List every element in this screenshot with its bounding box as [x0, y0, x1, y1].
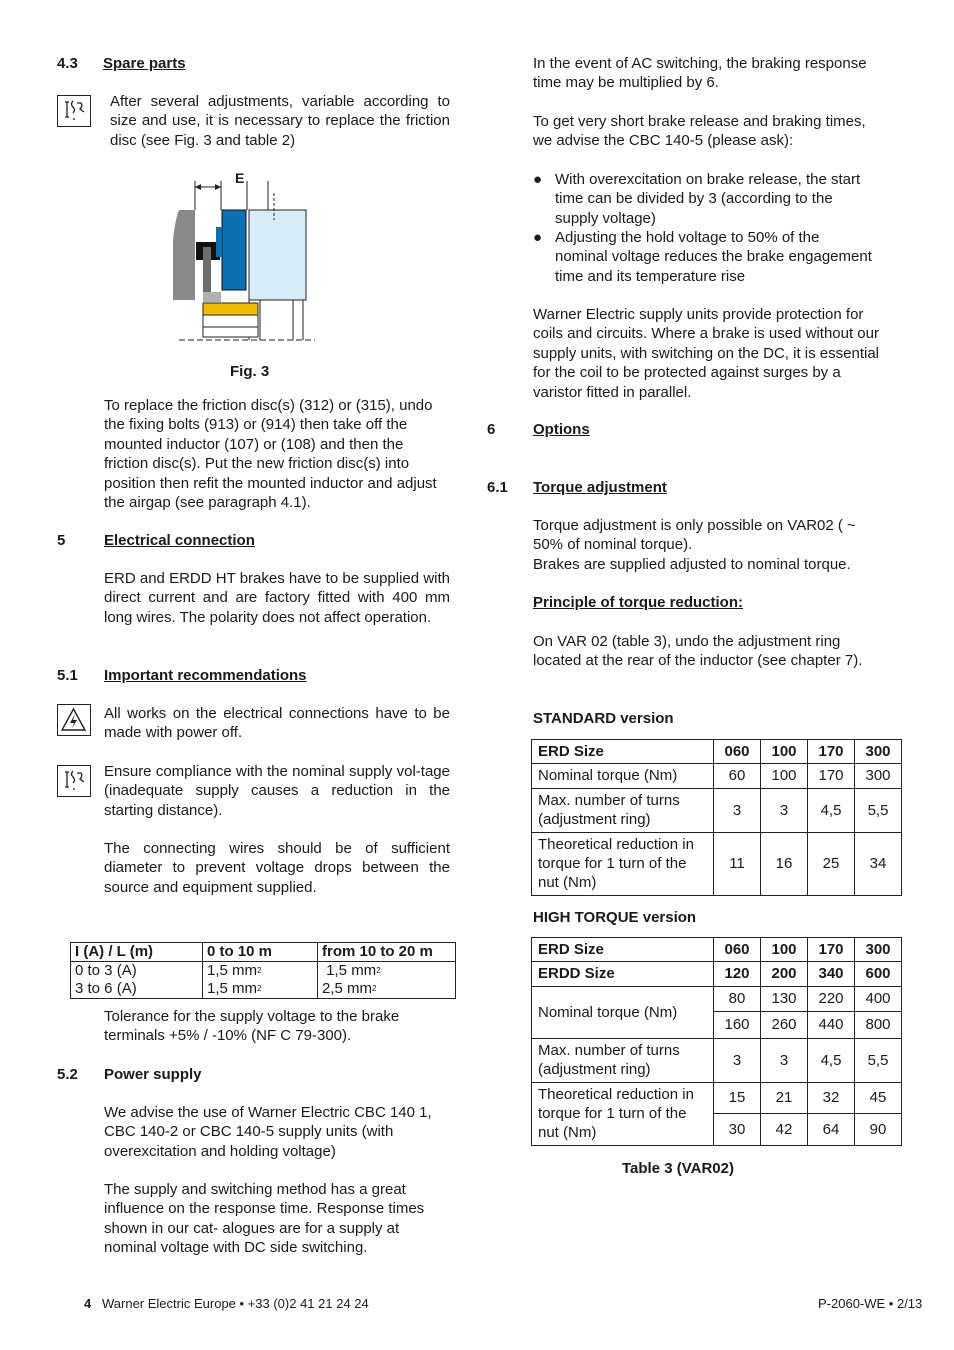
table-header-cell: 200: [761, 962, 808, 986]
table-caption: Table 3 (VAR02): [622, 1160, 734, 1177]
table-row: [532, 962, 902, 986]
table-row: [532, 1038, 902, 1082]
connecting-wires-text: The connecting wires should be of sufficient diameter to prevent voltage drops between the source and equipment supplied.: [104, 840, 450, 896]
table-cell: 90: [855, 1114, 902, 1146]
table-cell: 45: [855, 1082, 902, 1114]
table-row: [532, 764, 902, 788]
section-number-5-1: 5.1: [57, 667, 78, 684]
table-cell: 220: [808, 986, 855, 1011]
power-supply-text-2: The supply and switching method has a great influence on the response time. Response times shown in our cat- alogues are for a supply at nominal voltage with DC side switching.: [104, 1181, 425, 1257]
table-cell: 260: [761, 1011, 808, 1038]
power-off-warning-text: All works on the electrical connections have to be made with power off.: [104, 705, 450, 742]
principle-title: Principle of torque reduction:: [533, 594, 744, 611]
table-cell: 34: [855, 832, 902, 895]
table-header-cell: from 10 to 20 m: [318, 943, 456, 962]
figure-label-e: E: [235, 170, 245, 186]
torque-adjustment-text-2: Brakes are supplied adjusted to nominal torque.: [533, 556, 851, 573]
cbc-advice-text: To get very short brake release and braking times, we advise the CBC 140-5 (please ask):: [533, 113, 866, 150]
table-header-cell: 600: [855, 962, 902, 986]
table-cell: 1,5 mm2: [203, 980, 318, 999]
table-cell: 0 to 3 (A): [71, 962, 203, 981]
note-icon: [57, 95, 91, 127]
table-cell: Theoretical reduction in torque for 1 turn of the nut (Nm): [532, 1082, 714, 1145]
replace-disc-text: To replace the friction disc(s) (312) or (315), undo the fixing bolts (913) or (914) then take off the mounted inductor (107) or (108) and then the friction disc(s). Put the new friction disc(s) into position then refit the mounted inductor and adjust the airgap (see paragraph 4.1).: [104, 397, 437, 512]
table-cell: Nominal torque (Nm): [532, 764, 714, 788]
table-cell: Max. number of turns (adjustment ring): [532, 788, 714, 832]
section-number-6-1: 6.1: [487, 479, 508, 496]
table-row: [532, 986, 902, 1011]
high-torque-version-title: HIGH TORQUE version: [533, 909, 697, 926]
table-header-cell: 340: [808, 962, 855, 986]
table-row: [532, 788, 902, 832]
table-cell: 440: [808, 1011, 855, 1038]
table-cell: 3: [761, 788, 808, 832]
table-cell: 80: [714, 986, 761, 1011]
table-cell: 15: [714, 1082, 761, 1114]
table-header-cell: 170: [808, 740, 855, 764]
high-torque-version-table: [531, 937, 902, 1146]
table-row: [532, 740, 902, 764]
supply-voltage-note-text: Ensure compliance with the nominal supply vol-tage (inadequate supply causes a reduction in the starting distance).: [104, 763, 450, 819]
table-cell: 100: [761, 764, 808, 788]
table-cell: 4,5: [808, 1038, 855, 1082]
section-title-power-supply: Power supply: [104, 1066, 202, 1083]
table-cell: 800: [855, 1011, 902, 1038]
table-cell: Nominal torque (Nm): [532, 986, 714, 1038]
electric-warning-icon: [57, 704, 91, 736]
table-cell: 1,5 mm2: [318, 962, 456, 981]
table-cell: 1,5 mm2: [203, 962, 318, 981]
table-cell: 21: [761, 1082, 808, 1114]
section-title-electrical-connection: Electrical connection: [104, 532, 255, 549]
section-number-5: 5: [57, 532, 66, 549]
table-cell: 130: [761, 986, 808, 1011]
table-header-cell: 300: [855, 740, 902, 764]
table-cell: 160: [714, 1011, 761, 1038]
table-header-cell: ERDD Size: [532, 962, 714, 986]
section-title-torque-adjustment: Torque adjustment: [533, 479, 667, 496]
standard-version-title: STANDARD version: [533, 710, 674, 727]
figure-3-diagram: [165, 165, 315, 345]
table-row: [532, 1082, 902, 1114]
table-header-cell: 0 to 10 m: [203, 943, 318, 962]
table-cell: Max. number of turns (adjustment ring): [532, 1038, 714, 1082]
table-header-cell: 170: [808, 938, 855, 962]
table-cell: 30: [714, 1114, 761, 1146]
torque-adjustment-text: Torque adjustment is only possible on VAR02 ( ~ 50% of nominal torque).: [533, 517, 856, 554]
ac-switching-text: In the event of AC switching, the braking response time may be multiplied by 6.: [533, 55, 867, 92]
page-number: 4: [84, 1296, 92, 1311]
wire-section-table: [70, 942, 456, 999]
table-cell: 16: [761, 832, 808, 895]
bullet-item: ● Adjusting the hold voltage to 50% of the nominal voltage reduces the brake engagement time and its temperature rise: [533, 229, 872, 285]
table-cell: 11: [714, 832, 761, 895]
table-row: [71, 962, 456, 981]
section-title-options: Options: [533, 421, 590, 438]
section-title-spare-parts: Spare parts: [103, 55, 186, 72]
table-header-cell: 060: [714, 938, 761, 962]
table-header-cell: 100: [761, 740, 808, 764]
table-cell: 400: [855, 986, 902, 1011]
section-number-4-3: 4.3: [57, 55, 78, 72]
table-row: [532, 832, 902, 895]
protection-text: Warner Electric supply units provide protection for coils and circuits. Where a brake is used without our supply units, with switching on the DC, it is essential for the coil to be protected against surges by a varistor fitted in parallel.: [533, 306, 879, 401]
table-cell: 5,5: [855, 788, 902, 832]
table-row: [532, 938, 902, 962]
section-number-5-2: 5.2: [57, 1066, 78, 1083]
section-title-important-recommendations: Important recommendations: [104, 667, 307, 684]
table-cell: 3 to 6 (A): [71, 980, 203, 999]
table-cell: 42: [761, 1114, 808, 1146]
footer-reference: P-2060-WE • 2/13: [818, 1296, 923, 1311]
footer-company: Warner Electric Europe • +33 (0)2 41 21 24 24: [102, 1296, 369, 1311]
table-cell: 5,5: [855, 1038, 902, 1082]
table-cell: 3: [761, 1038, 808, 1082]
table-row: [71, 943, 456, 962]
tolerance-text: Tolerance for the supply voltage to the brake terminals +5% / -10% (NF C 79-300).: [104, 1008, 400, 1045]
table-cell: 64: [808, 1114, 855, 1146]
electrical-connection-text: ERD and ERDD HT brakes have to be supplied with direct current and are factory fitted with 400 mm long wires. The polarity does not affect operation.: [104, 570, 450, 626]
table-cell: 32: [808, 1082, 855, 1114]
table-cell: Theoretical reduction in torque for 1 turn of the nut (Nm): [532, 832, 714, 895]
table-cell: 3: [714, 788, 761, 832]
table-header-cell: 300: [855, 938, 902, 962]
table-cell: 3: [714, 1038, 761, 1082]
bullet-item: ● With overexcitation on brake release, the start time can be divided by 3 (according to the supply voltage): [533, 171, 861, 227]
table-header-cell: 100: [761, 938, 808, 962]
table-header-cell: ERD Size: [532, 938, 714, 962]
figure-caption: Fig. 3: [230, 363, 270, 380]
table-cell: 4,5: [808, 788, 855, 832]
table-cell: 25: [808, 832, 855, 895]
table-header-cell: I (A) / L (m): [71, 943, 203, 962]
table-row: [71, 980, 456, 999]
table-header-cell: 060: [714, 740, 761, 764]
principle-text: On VAR 02 (table 3), undo the adjustment ring located at the rear of the inductor (see chapter 7).: [533, 633, 863, 670]
power-supply-text-1: We advise the use of Warner Electric CBC 140 1, CBC 140-2 or CBC 140-5 supply units (with overexcitation and holding voltage): [104, 1104, 432, 1160]
note-icon-2: [57, 765, 91, 797]
table-cell: 300: [855, 764, 902, 788]
table-cell: 2,5 mm2: [318, 980, 456, 999]
section-number-6: 6: [487, 421, 496, 438]
table-cell: 60: [714, 764, 761, 788]
spare-parts-text: After several adjustments, variable according to size and use, it is necessary to replace the friction disc (see Fig. 3 and table 2): [110, 93, 450, 149]
table-cell: 170: [808, 764, 855, 788]
standard-version-table: [531, 739, 902, 896]
table-header-cell: 120: [714, 962, 761, 986]
table-header-cell: ERD Size: [532, 740, 714, 764]
